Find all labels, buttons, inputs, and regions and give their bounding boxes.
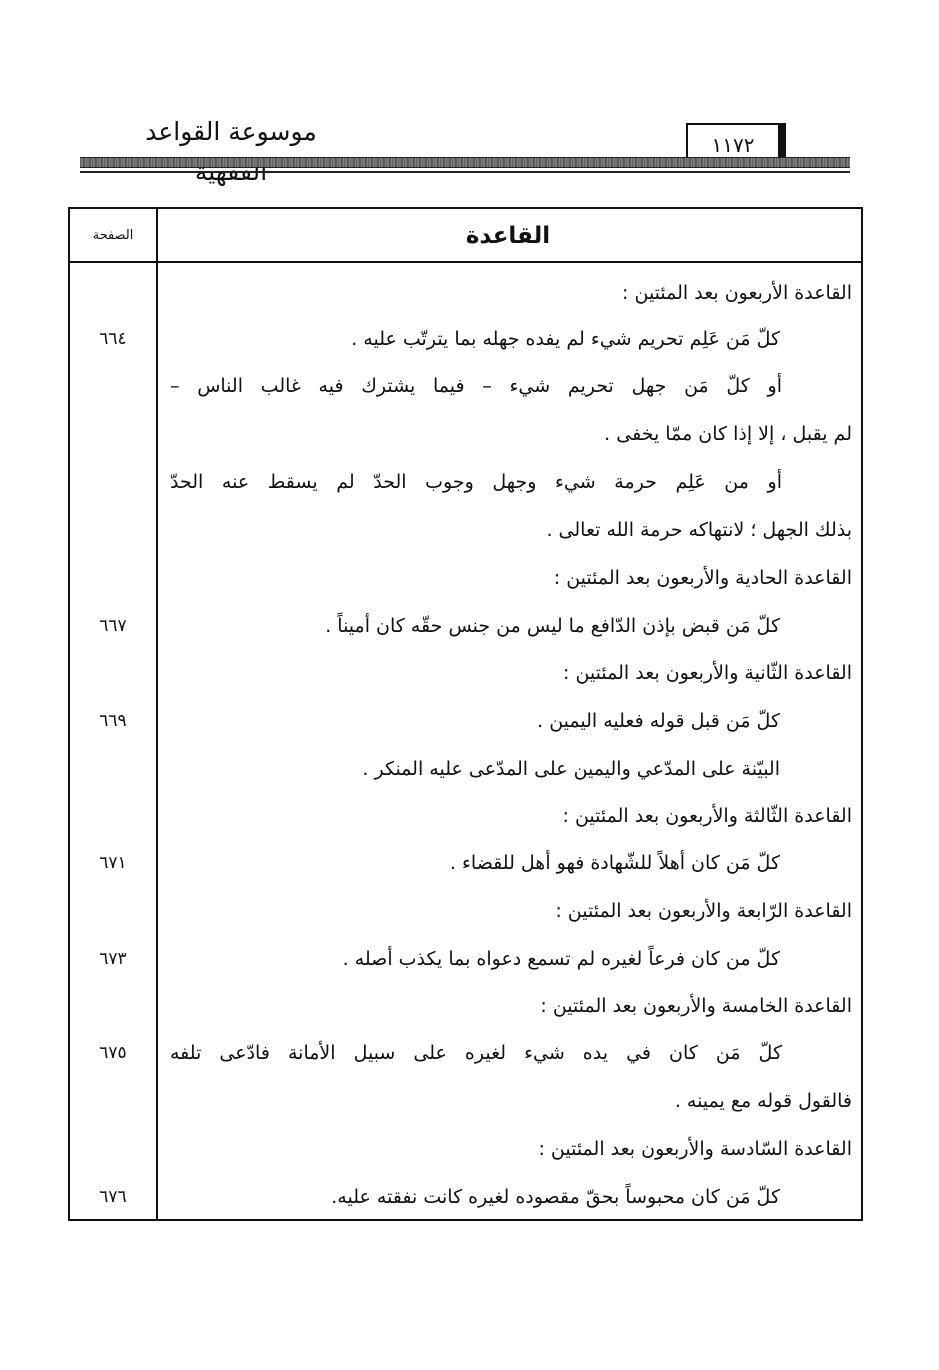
rule-heading: القاعدة الثّانية والأربعون بعد المئتين : [563,662,852,684]
page-ref: ٦٧١ [99,853,127,873]
rule-heading: القاعدة الخامسة والأربعون بعد المئتين : [540,995,852,1017]
rule-text: كلّ مَن قبل قوله فعليه اليمين . [537,710,780,732]
header-rule-band [80,157,850,168]
rule-text: أو من عَلِم حرمة شيء وجهل وجوب الحدّ لم يسقط عنه الحدّ [170,471,782,493]
rule-text: كلّ مَن كان محبوساً بحقّ مقصوده لغيره كانت نفقته عليه. [331,1186,780,1208]
rule-heading: القاعدة الثّالثة والأربعون بعد المئتين : [562,805,852,827]
rule-heading: القاعدة الرّابعة والأربعون بعد المئتين : [555,900,852,922]
rule-text: كلّ مَن كان أهلاً للشّهادة فهو أهل للقضاء . [449,852,780,874]
page-ref: ٦٧٦ [99,1187,127,1207]
rule-text: أو كلّ مَن جهل تحريم شيء – فيما يشترك فيه غالب الناس – [170,375,782,397]
rule-text-continuation: بذلك الجهل ؛ لانتهاكه حرمة الله تعالى . [546,519,852,541]
header-divider [68,261,863,263]
rule-text-continuation: لم يقبل ، إلا إذا كان ممّا يخفى . [604,423,852,445]
page-number: ١١٧٢ [686,123,780,165]
column-divider [156,207,158,1221]
rule-text: كلّ مَن كان في يده شيء لغيره على سبيل الأمانة فادّعى تلفه [170,1042,782,1064]
page-ref: ٦٧٣ [99,949,127,969]
rule-text: كلّ من كان فرعاً لغيره لم تسمع دعواه بما يكذب أصله . [342,948,780,970]
column-header-rule: القاعدة [465,223,551,249]
rule-text: كلّ مَن عَلِم تحريم شيء لم يفده جهله بما يترتّب عليه . [351,328,780,350]
rule-text-continuation: فالقول قوله مع يمينه . [674,1090,852,1112]
rule-heading: القاعدة السّادسة والأربعون بعد المئتين : [538,1138,852,1160]
column-header-page: الصفحة [92,228,134,243]
page-ref: ٦٦٤ [99,329,127,349]
rule-heading: القاعدة الأربعون بعد المئتين : [622,282,852,304]
header-rule-thin [80,171,850,173]
rule-text: كلّ مَن قبض بإذن الدّافع ما ليس من جنس حقّه كان أميناً . [325,615,780,637]
book-title: موسوعة القواعد [145,117,317,146]
rule-heading: القاعدة الحادية والأربعون بعد المئتين : [553,567,852,589]
page-ref: ٦٧٥ [99,1043,127,1063]
page-ref: ٦٦٩ [99,711,127,731]
rule-text: البيّنة على المدّعي واليمين على المدّعى عليه المنكر . [362,758,780,780]
page-ref: ٦٦٧ [99,616,127,636]
